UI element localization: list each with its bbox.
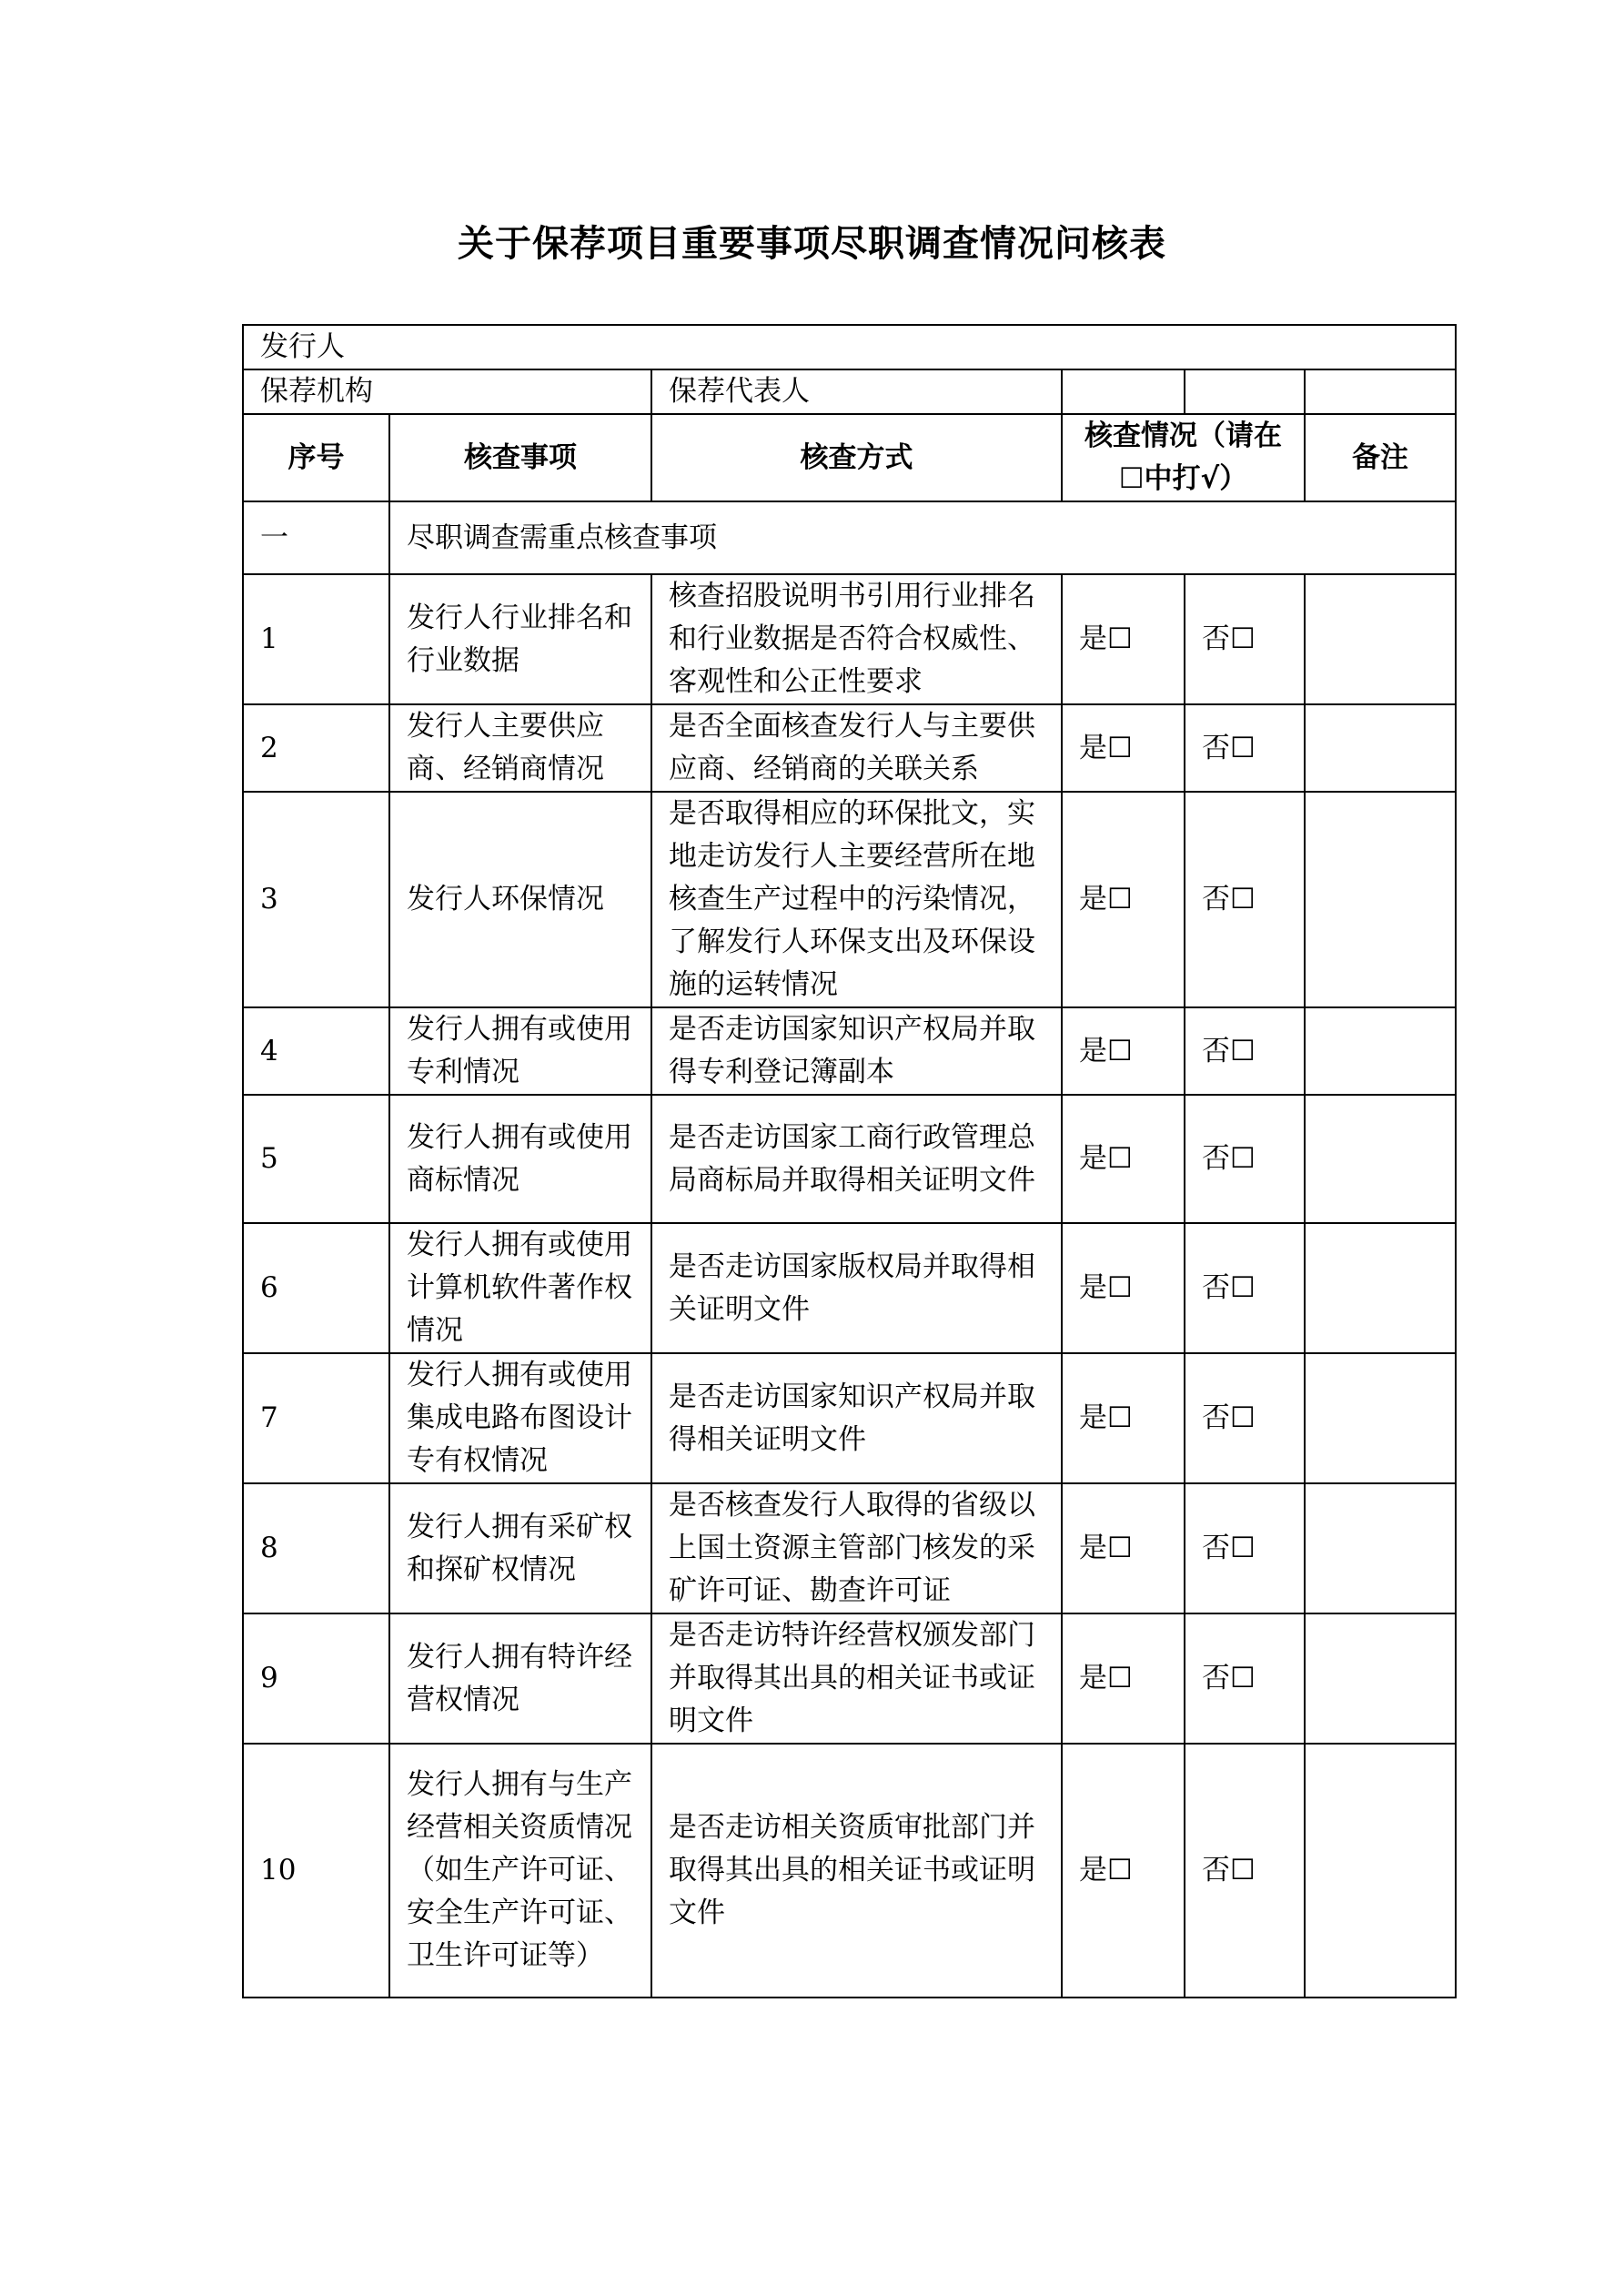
header-remark: 备注 (1305, 414, 1456, 501)
no-checkbox[interactable]: 否☐ (1185, 1095, 1305, 1223)
table-row (243, 574, 1456, 704)
table-row (243, 704, 1456, 792)
no-checkbox[interactable]: 否☐ (1185, 1613, 1305, 1744)
header-row (243, 414, 1456, 501)
yes-checkbox[interactable]: 是☐ (1062, 1613, 1185, 1744)
row-item: 发行人拥有或使用商标情况 (389, 1095, 651, 1223)
row-no: 7 (243, 1353, 389, 1483)
row-no: 5 (243, 1095, 389, 1223)
yes-checkbox[interactable]: 是☐ (1062, 1007, 1185, 1095)
section-title: 尽职调查需重点核查事项 (389, 501, 1456, 574)
row-item: 发行人拥有或使用计算机软件著作权情况 (389, 1223, 651, 1353)
table-row (243, 1353, 1456, 1483)
remark-cell[interactable] (1305, 1095, 1456, 1223)
table-row (243, 1007, 1456, 1095)
section-no: 一 (243, 501, 389, 574)
no-checkbox[interactable]: 否☐ (1185, 792, 1305, 1007)
row-item: 发行人行业排名和行业数据 (389, 574, 651, 704)
row-no: 10 (243, 1744, 389, 1998)
table-row (243, 1483, 1456, 1613)
row-no: 1 (243, 574, 389, 704)
yes-checkbox[interactable]: 是☐ (1062, 1095, 1185, 1223)
page-title: 关于保荐项目重要事项尽职调查情况问核表 (458, 223, 1166, 265)
issuer-label: 发行人 (260, 330, 345, 363)
sponsor-field[interactable] (243, 369, 651, 414)
yes-checkbox[interactable]: 是☐ (1062, 1223, 1185, 1353)
no-checkbox[interactable]: 否☐ (1185, 1223, 1305, 1353)
row-method: 是否走访国家版权局并取得相关证明文件 (651, 1223, 1062, 1353)
row-item: 发行人拥有或使用集成电路布图设计专有权情况 (389, 1353, 651, 1483)
remark-cell[interactable] (1305, 1353, 1456, 1483)
remark-cell[interactable] (1305, 574, 1456, 704)
row-item: 发行人拥有特许经营权情况 (389, 1613, 651, 1744)
yes-checkbox[interactable]: 是☐ (1062, 1353, 1185, 1483)
row-method: 是否走访相关资质审批部门并取得其出具的相关证书或证明文件 (651, 1744, 1062, 1998)
row-method: 是否走访国家知识产权局并取得专利登记簿副本 (651, 1007, 1062, 1095)
row-method: 是否核查发行人取得的省级以上国土资源主管部门核发的采矿许可证、勘查许可证 (651, 1483, 1062, 1613)
no-checkbox[interactable]: 否☐ (1185, 1744, 1305, 1998)
no-checkbox[interactable]: 否☐ (1185, 574, 1305, 704)
row-method: 是否走访特许经营权颁发部门并取得其出具的相关证书或证明文件 (651, 1613, 1062, 1744)
row-method: 是否取得相应的环保批文，实地走访发行人主要经营所在地核查生产过程中的污染情况，了解发行人环保支出及环保设施的运转情况 (651, 792, 1062, 1007)
remark-cell[interactable] (1305, 704, 1456, 792)
header-status: 核查情况（请在☐中打√） (1062, 414, 1305, 501)
row-no: 9 (243, 1613, 389, 1744)
row-no: 6 (243, 1223, 389, 1353)
row-method: 是否走访国家知识产权局并取得相关证明文件 (651, 1353, 1062, 1483)
yes-checkbox[interactable]: 是☐ (1062, 1483, 1185, 1613)
table-row (243, 1613, 1456, 1744)
representative-label: 保荐代表人 (669, 375, 810, 408)
representative-field[interactable] (651, 369, 1062, 414)
table-row (243, 1223, 1456, 1353)
yes-checkbox[interactable]: 是☐ (1062, 792, 1185, 1007)
header-method: 核查方式 (651, 414, 1062, 501)
sponsor-row (243, 369, 1456, 414)
no-checkbox[interactable]: 否☐ (1185, 704, 1305, 792)
issuer-row (243, 325, 1456, 369)
row-item: 发行人环保情况 (389, 792, 651, 1007)
header-no: 序号 (243, 414, 389, 501)
no-checkbox[interactable]: 否☐ (1185, 1353, 1305, 1483)
no-checkbox[interactable]: 否☐ (1185, 1483, 1305, 1613)
no-checkbox[interactable]: 否☐ (1185, 1007, 1305, 1095)
table-row (243, 792, 1456, 1007)
row-method: 是否走访国家工商行政管理总局商标局并取得相关证明文件 (651, 1095, 1062, 1223)
row-item: 发行人拥有采矿权和探矿权情况 (389, 1483, 651, 1613)
section-row (243, 501, 1456, 574)
row-item: 发行人拥有与生产经营相关资质情况（如生产许可证、安全生产许可证、卫生许可证等） (389, 1744, 651, 1998)
remark-cell[interactable] (1305, 1483, 1456, 1613)
row-no: 2 (243, 704, 389, 792)
yes-checkbox[interactable]: 是☐ (1062, 574, 1185, 704)
representative-value-3[interactable] (1305, 369, 1456, 414)
remark-cell[interactable] (1305, 1007, 1456, 1095)
representative-value-1[interactable] (1062, 369, 1185, 414)
remark-cell[interactable] (1305, 1223, 1456, 1353)
yes-checkbox[interactable]: 是☐ (1062, 1744, 1185, 1998)
row-no: 3 (243, 792, 389, 1007)
header-item: 核查事项 (389, 414, 651, 501)
remark-cell[interactable] (1305, 1613, 1456, 1744)
row-item: 发行人主要供应商、经销商情况 (389, 704, 651, 792)
row-item: 发行人拥有或使用专利情况 (389, 1007, 651, 1095)
row-method: 核查招股说明书引用行业排名和行业数据是否符合权威性、客观性和公正性要求 (651, 574, 1062, 704)
table-row (243, 1744, 1456, 1998)
row-no: 8 (243, 1483, 389, 1613)
yes-checkbox[interactable]: 是☐ (1062, 704, 1185, 792)
sponsor-label: 保荐机构 (260, 375, 373, 408)
row-no: 4 (243, 1007, 389, 1095)
remark-cell[interactable] (1305, 1744, 1456, 1998)
representative-value-2[interactable] (1185, 369, 1305, 414)
table-row (243, 1095, 1456, 1223)
row-method: 是否全面核查发行人与主要供应商、经销商的关联关系 (651, 704, 1062, 792)
issuer-field[interactable] (243, 325, 1456, 369)
verification-table (242, 324, 1457, 1998)
remark-cell[interactable] (1305, 792, 1456, 1007)
